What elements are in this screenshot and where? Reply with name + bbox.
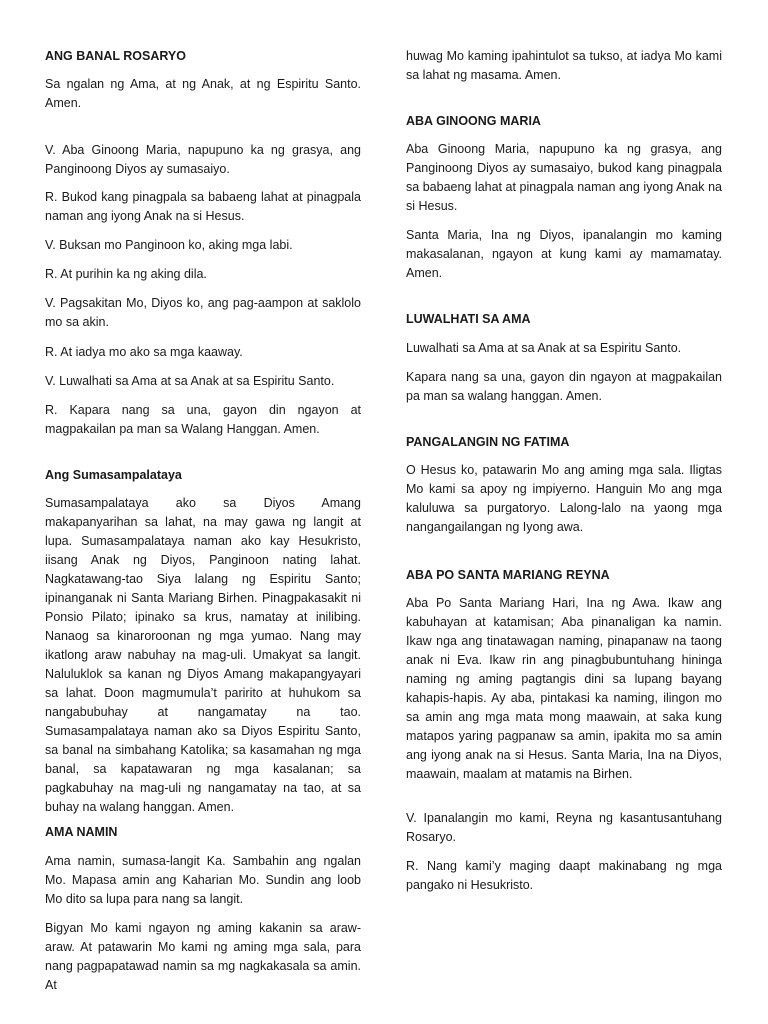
rosaryo-verse-3: V. Pagsakitan Mo, Diyos ko, ang pag-aampon at saklolo mo sa akin. [45, 296, 361, 329]
reyna-response: R. Nang kami’y maging daapt makinabang ng mga pangako ni Hesukristo. [406, 859, 722, 892]
heading-aba-ginoong-maria: ABA GINOONG MARIA [406, 114, 541, 128]
rosaryo-verse-4: V. Luwalhati sa Ama at sa Anak at sa Espiritu Santo. [45, 374, 335, 388]
heading-ang-sumasampalataya: Ang Sumasampalataya [45, 468, 182, 482]
aba-ginoong-maria-p2: Santa Maria, Ina ng Diyos, ipanalangin mo kaming makasalanan, ngayon at kung kami ay mamamatay. Amen. [406, 228, 722, 280]
ama-namin-p2: Bigyan Mo kami ngayon ng aming kakanin sa araw-araw. At patawarin Mo kami ng aming mga sala, para nang pagpapatawad namin sa mg nagkakasala sa amin. At [45, 921, 361, 992]
rosaryo-verse-2: V. Buksan mo Panginoon ko, aking mga labi. [45, 238, 293, 252]
ama-namin-p1: Ama namin, sumasa-langit Ka. Sambahin ang ngalan Mo. Mapasa amin ang Kaharian Mo. Sundin ang loob Mo dito sa lupa para nang sa langit. [45, 854, 361, 906]
rosaryo-response-2: R. At purihin ka ng aking dila. [45, 267, 207, 281]
luwalhati-p1: Luwalhati sa Ama at sa Anak at sa Espiritu Santo. [406, 341, 682, 355]
rosaryo-response-3: R. At iadya mo ako sa mga kaaway. [45, 345, 243, 359]
reyna-text: Aba Po Santa Mariang Hari, Ina ng Awa. Ikaw ang kabuhayan at katamisan; Aba pinanaligan ka namin. Ikaw nga ang tinatawagan naming, pinapanaw na taong anak ni Eva. Ikaw rin ang pinagbubuntuhang hininga naming ng aming pagtangis dini sa lupang bayang kahapis-hapis. Ay aba, pintakasi ka naming, ilingon mo sa amin ang mga mata mong maawain, at saka kung matapos yaring pagpanaw sa amin, ipakita mo sa amin ang iyong anak na si Hesus. Santa Maria, Ina na Diyos, maawain, maalam at matamis na Birhen. [406, 596, 722, 781]
rosaryo-response-4: R. Kapara nang sa una, gayon din ngayon at magpakailan pa man sa Walang Hanggan. Amen. [45, 403, 361, 436]
heading-ama-namin: AMA NAMIN [45, 825, 118, 839]
heading-pangalangin-ng-fatima: PANGALANGIN NG FATIMA [406, 435, 570, 449]
sumasampalataya-text: Sumasampalataya ako sa Diyos Amang makapanyarihan sa lahat, na may gawa ng langit at lupa. Sumasampalataya naman ako kay Hesukristo, iisang Anak ng Diyos, Panginoon nating lahat. Nagkatawang-tao Siya lalang ng Espiritu Santo; ipinanganak ni Santa Mariang Birhen. Pinagpakasakit ni Ponsio Pilato; ipinako sa krus, namatay at inilibing. Nanaog sa kinaroroonan ng mga yumao. Nang may ikatlong araw nabuhay na mag-uli. Umakyat sa langit. Naluluklok sa kanan ng Diyos Amang makapangyayari sa lahat. Doon magmumula’t paririto at huhukom sa nangabubuhay at nangamatay na tao. Sumasampalataya naman ako sa Diyos Espiritu Santo, sa banal na simbahang Katolika; sa kasamahan ng mga banal, sa kapatawaran ng mga kasalanan; sa pagkabuhay na mag-uli ng nangamatay na tao, at sa buhay na walang hanggan. Amen. [45, 496, 361, 814]
heading-aba-po-santa-mariang-reyna: ABA PO SANTA MARIANG REYNA [406, 568, 610, 582]
fatima-text: O Hesus ko, patawarin Mo ang aming mga sala. Iligtas Mo kami sa apoy ng impiyerno. Hanguin Mo ang mga kaluluwa sa purgatoryo. Lalong-lalo na yaong mga nangangailangan ng Iyong awa. [406, 463, 722, 534]
aba-ginoong-maria-p1: Aba Ginoong Maria, napupuno ka ng grasya, ang Panginoong Diyos ay sumasaiyo, bukod kang pinagpala sa babaeng lahat at pinagpala naman ang iyong Anak na si Hesus. [406, 142, 722, 213]
rosaryo-verse-1: V. Aba Ginoong Maria, napupuno ka ng grasya, ang Panginoong Diyos ay sumasaiyo. [45, 143, 361, 176]
rosaryo-response-1: R. Bukod kang pinagpala sa babaeng lahat at pinagpala naman ang iyong Anak na si Hesus. [45, 190, 361, 223]
ama-namin-continuation: huwag Mo kaming ipahintulot sa tukso, at iadya Mo kami sa lahat ng masama. Amen. [406, 49, 722, 82]
luwalhati-p2: Kapara nang sa una, gayon din ngayon at magpakailan pa man sa walang hanggan. Amen. [406, 370, 722, 403]
reyna-verse: V. Ipanalangin mo kami, Reyna ng kasantusantuhang Rosaryo. [406, 811, 722, 844]
rosaryo-sign-of-cross: Sa ngalan ng Ama, at ng Anak, at ng Espiritu Santo. Amen. [45, 77, 361, 110]
heading-ang-banal-rosaryo: ANG BANAL ROSARYO [45, 49, 186, 63]
heading-luwalhati-sa-ama: LUWALHATI SA AMA [406, 312, 531, 326]
